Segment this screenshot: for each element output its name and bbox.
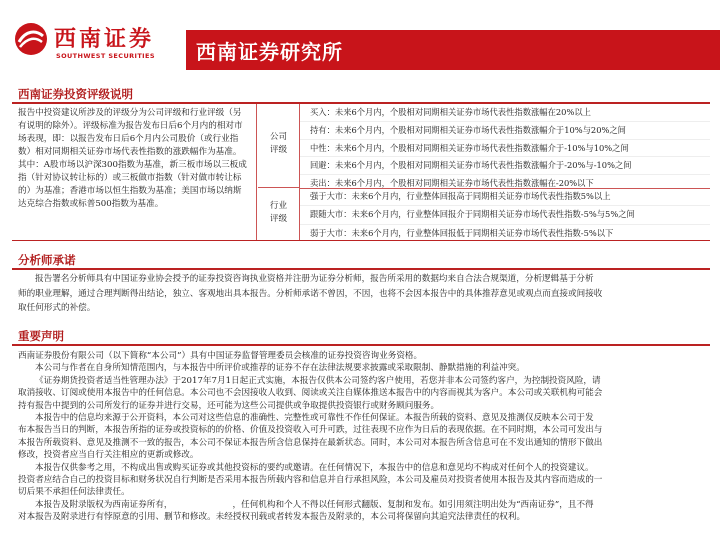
- rating-heading: 西南证券投资评级说明: [18, 87, 133, 101]
- rating-section-heading: [12, 86, 710, 104]
- industry-rating-market: 跟随大市：未来6个月内，行业整体回报介于同期相关证券市场代表性指数-5%与5%之间: [300, 206, 710, 224]
- company-rating-avoid: 回避：未来6个月内，个股相对同期相关证券市场代表性指数涨幅介于-20%与-10%之间: [300, 157, 710, 175]
- disclaimer-body: [18, 350, 710, 524]
- disclaimer-section-heading: [12, 328, 710, 346]
- brand-logo: [14, 18, 184, 68]
- banner-title: 西南证券研究所: [196, 40, 343, 64]
- company-rating-neutral: 中性：未来6个月内，个股相对同期相关证券市场代表性指数涨幅介于-10%与10%之间: [300, 140, 710, 158]
- company-rating-sell: 卖出：未来6个月内，个股相对同期相关证券市场代表性指数涨幅在-20%以下: [310, 178, 594, 189]
- disclaimer-line: 切后果不承担任何法律责任。: [18, 487, 130, 498]
- rating-table: [12, 103, 710, 241]
- disclaimer-line: 持有报告中提到的公司所发行的证券并进行交易，还可能为这些公司提供或争取提供投资银行或财务顾问服务。: [18, 400, 440, 411]
- disclaimer-line: 对本报告及附录进行有悖原意的引用、删节和修改。未经授权刊载或者转发本报告及附录的，本公司将保留向其追究法律责任的权利。: [18, 512, 526, 523]
- disclaimer-heading: 重要声明: [18, 329, 64, 343]
- disclaimer-line: 本报告仅供参考之用，不构成出售或购买证券或其他投资标的要约或邀请。在任何情况下，本报告中的信息和意见均不构成对任何个人的投资建议。: [35, 462, 594, 473]
- disclaimer-line: 西南证券股份有限公司（以下简称“本公司”）具有中国证券监督管理委员会核准的证券投资咨询业务资格。: [18, 351, 423, 361]
- analyst-section-heading: [12, 252, 710, 270]
- analyst-line: 取任何形式的补偿。: [18, 303, 96, 313]
- disclaimer-line: 本报告所载资料、意见及推测不一致的报告，本公司不保证本报告所含信息保持在最新状态。同时，本公司对本报告所含信息可在不发出通知的情形下做出: [18, 437, 603, 448]
- page-header: [0, 0, 720, 78]
- copyright-text-a: 本报告及附录版权为西南证券所有，: [35, 499, 173, 510]
- disclaimer-line: 取消接收、订阅或使用本报告中的任何信息。本公司也不会因接收人收到、阅读或关注自媒体推送本报告中的内容而视其为客户。本公司或关联机构可能会: [18, 388, 603, 399]
- disclaimer-line: [18, 499, 710, 511]
- company-rating-list: [300, 104, 710, 189]
- analyst-line: 报告署名分析师具有中国证券业协会授予的证券投资咨询执业资格并注册为证券分析师，报告所采用的数据均来自合法合规渠道，分析逻辑基于分析: [35, 274, 594, 284]
- industry-rating-label: 行业 评级: [258, 188, 300, 240]
- company-rating-label: 公司 评级: [258, 104, 300, 188]
- analyst-statement: [18, 272, 710, 316]
- company-rating-hold: 持有：未来6个月内，个股相对同期相关证券市场代表性指数涨幅介于10%与20%之间: [300, 122, 710, 140]
- disclaimer-line: 布本报告当日的判断，本报告所指的证券或投资标的的价格、价值及投资收入可升可跌，过往表现不应作为日后的表现依据。在不同时期，本公司可发出与: [18, 425, 603, 436]
- industry-rating-list: [300, 188, 710, 240]
- title-banner: [186, 30, 720, 70]
- brand-name-en: SOUTHWEST SECURITIES: [56, 52, 155, 60]
- disclaimer-line: 《证券期货投资者适当性管理办法》于2017年7月1日起正式实施，本报告仅供本公司签约客户使用，若您并非本公司签约客户，为控制投资风险，请: [35, 375, 601, 386]
- industry-rating-outperform: 强于大市：未来6个月内，行业整体回报高于同期相关证券市场代表性指数5%以上: [300, 188, 710, 206]
- disclaimer-line: 修改，投资者应当自行关注相应的更新或修改。: [18, 450, 199, 461]
- disclaimer-line: 投资者应结合自己的投资目标和财务状况自行判断是否采用本报告所载内容和信息并自行承担风险，本公司及雇员对投资者使用本报告及其内容而造成的一: [18, 475, 603, 486]
- rating-description: 报告中投资建议所涉及的评级分为公司评级和行业评级（另有说明的除外）。评级标准为报告发布日后6个月内的相对市场表现，即：以报告发布日后6个月内公司股价（或行业指数）相对同期相关证券市场代表性指数的涨跌幅作为基准。其中：A股市场以沪深300指数为基准，新三板市场以三板成指（针对协议转让标的）或三板做市指数（针对做市转让标的）为基准；香港市场以恒生指数为基准；美国市场以纳斯达克综合指数或标普500指数为基准。: [12, 104, 257, 240]
- company-rating-buy: 买入：未来6个月内，个股相对同期相关证券市场代表性指数涨幅在20%以上: [300, 104, 710, 122]
- copyright-text-b: ，任何机构和个人不得以任何形式翻版、复制和发布。如引用须注明出处为“西南证券”，且不得: [232, 499, 594, 510]
- analyst-line: 师的职业理解，通过合理判断得出结论，独立、客观地出具本报告。分析师承诺不曾因，不因，也将不会因本报告中的具体推荐意见或观点而直接或间接收: [18, 288, 603, 299]
- analyst-heading: 分析师承诺: [18, 253, 76, 267]
- disclaimer-line: 本公司与作者在自身所知情范围内，与本报告中所评价或推荐的证券不存在法律法规要求披露或采取限制、静默措施的利益冲突。: [35, 363, 525, 374]
- brand-logo-icon: [14, 22, 48, 56]
- disclaimer-line: 本报告中的信息均来源于公开资料，本公司对这些信息的准确性、完整性或可靠性不作任何保证。本报告所载的资料、意见及推测仅反映本公司于发: [35, 413, 594, 424]
- industry-rating-underperform: 弱于大市：未来6个月内，行业整体回报低于同期相关证券市场代表性指数-5%以下: [310, 227, 614, 238]
- brand-name-cn: 西南证券: [54, 27, 155, 52]
